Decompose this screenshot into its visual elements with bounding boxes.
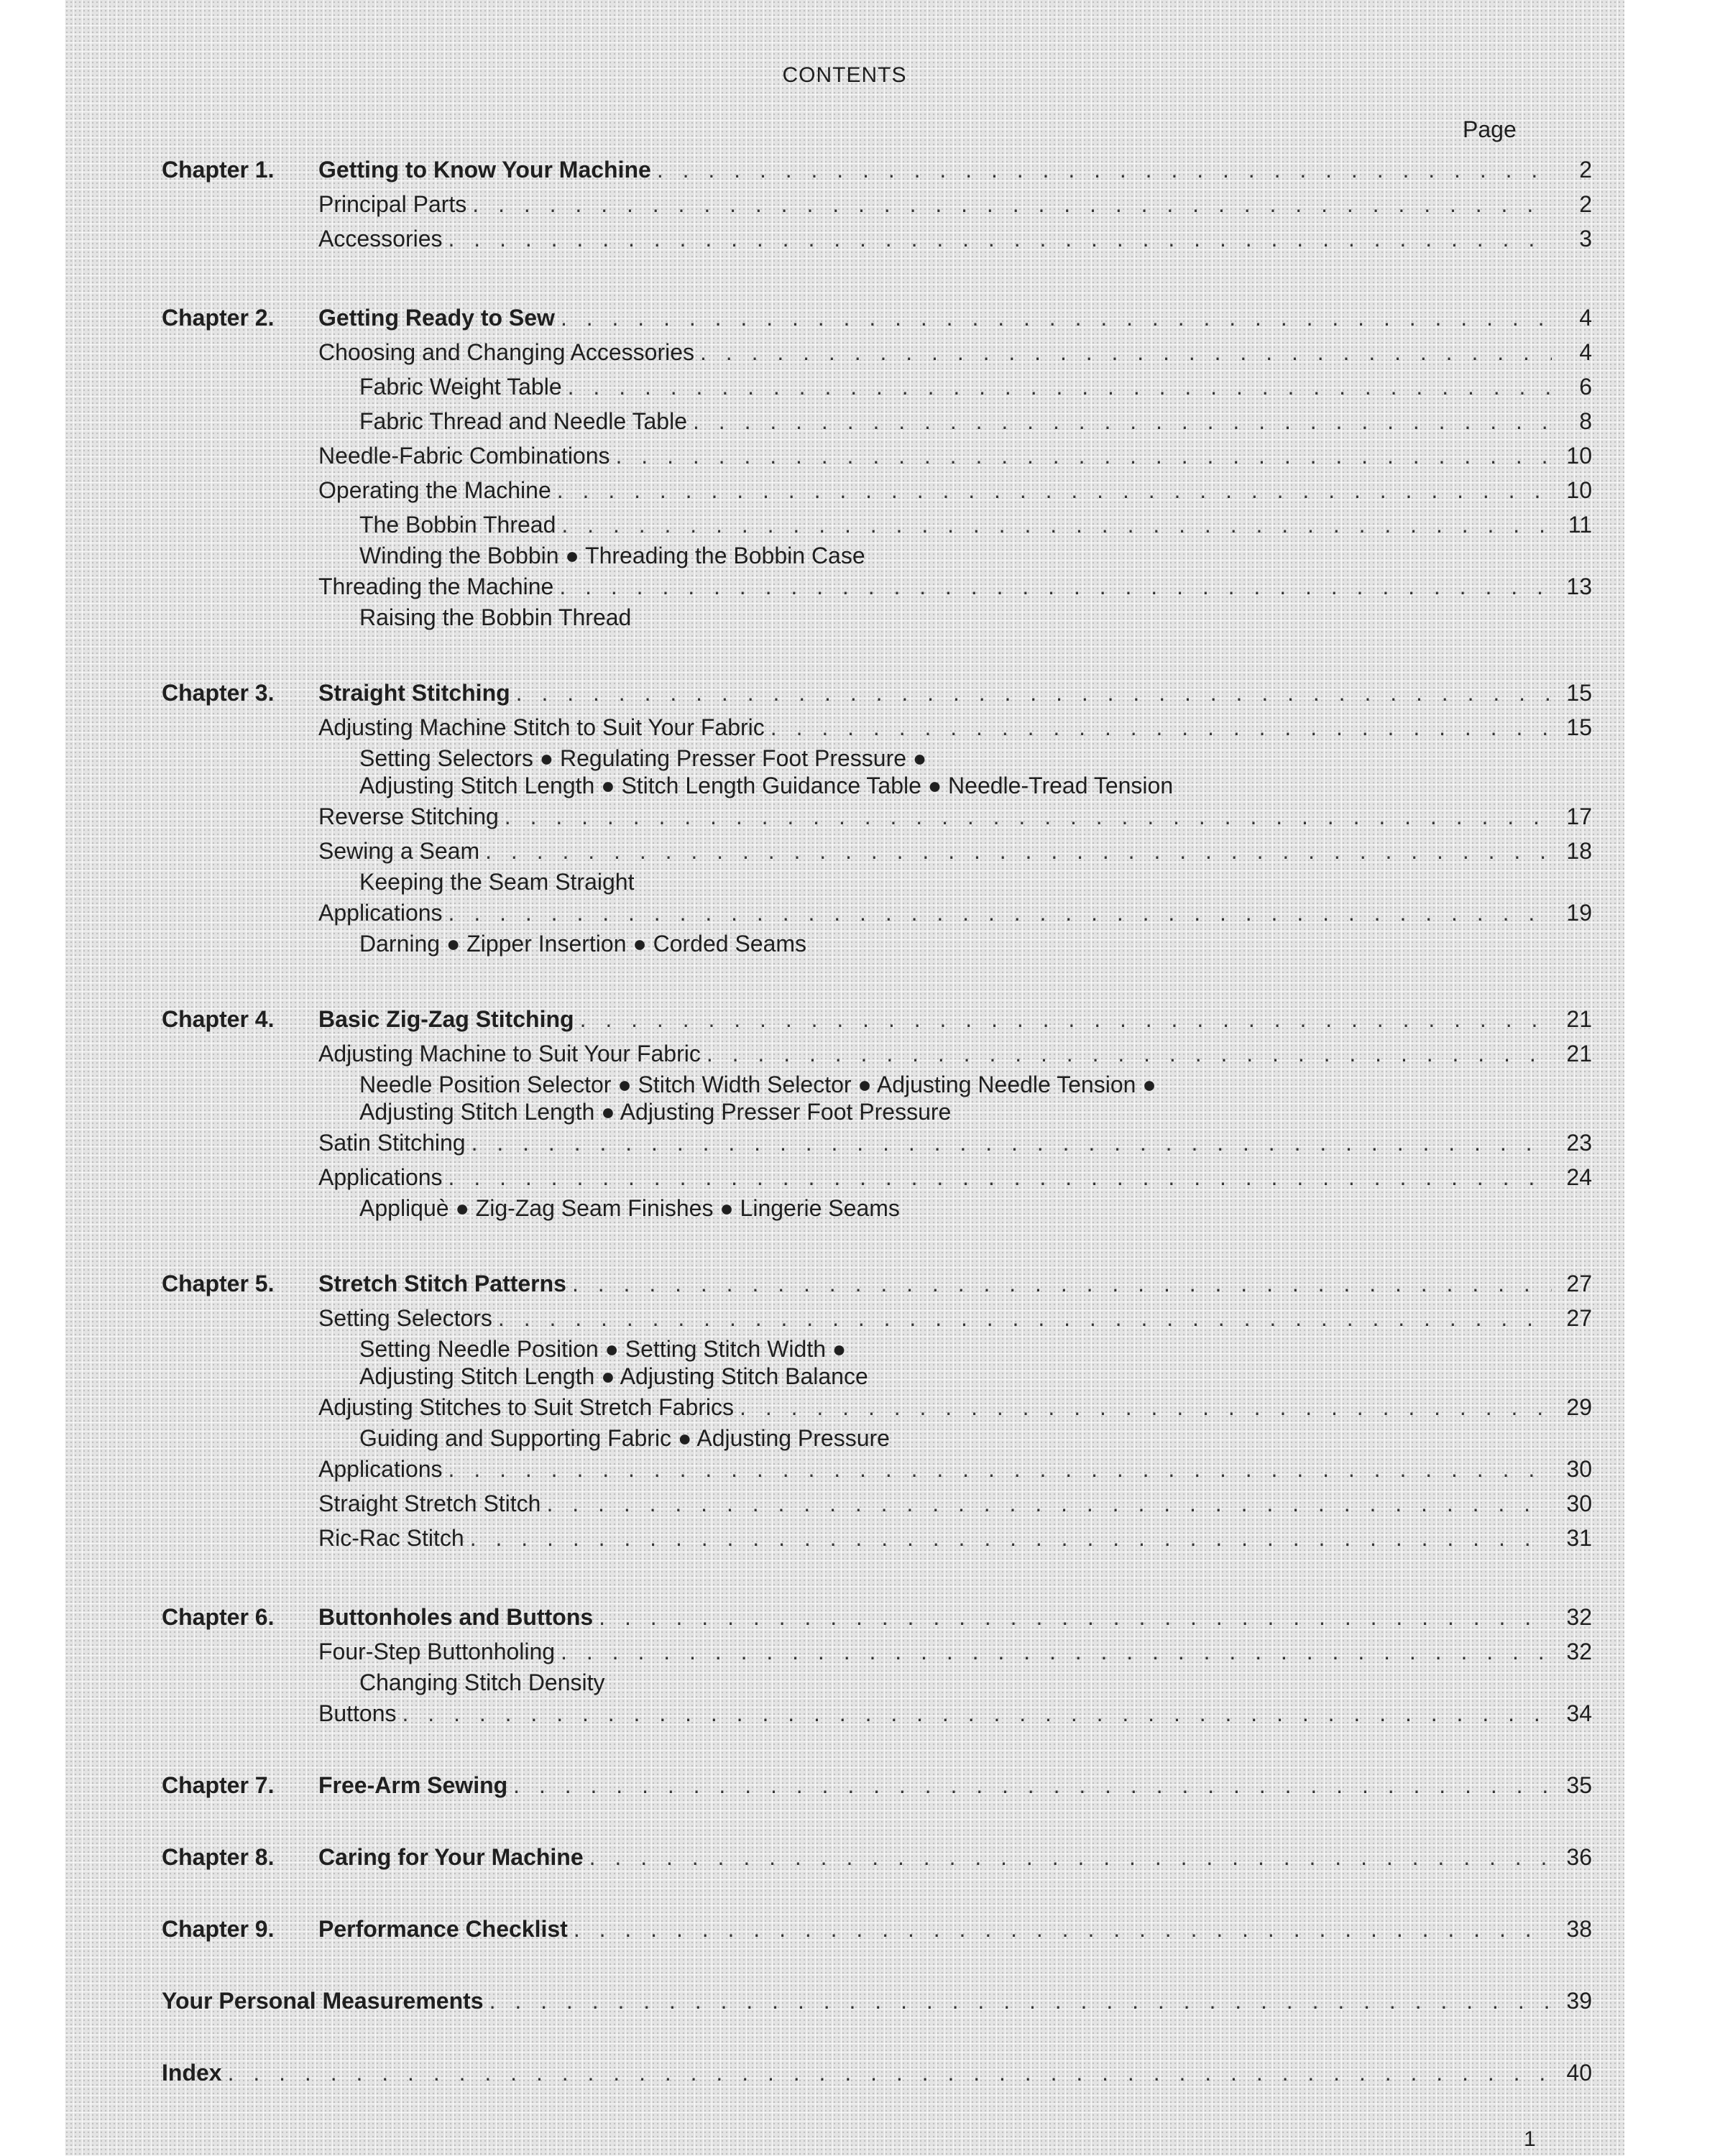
- dot-leader: [561, 507, 1552, 542]
- toc-entry-title: Fabric Weight Table: [359, 374, 562, 400]
- toc-entry-title: Setting Selectors: [318, 1305, 492, 1331]
- chapter-row: [162, 300, 1592, 335]
- dot-leader: [470, 1521, 1552, 1555]
- toc-entry: [359, 868, 640, 895]
- toc-entry-title: Straight Stitching: [318, 680, 510, 706]
- toc-row: [162, 335, 1592, 369]
- toc-row: [162, 569, 1592, 604]
- toc-entry: [359, 1363, 874, 1390]
- toc-row: [162, 1424, 1592, 1452]
- toc-entry: [318, 473, 1592, 507]
- toc-entry: [359, 542, 871, 569]
- spacer: [162, 631, 1592, 676]
- toc-entry: [318, 1634, 1592, 1669]
- chapter-label: Chapter 6.: [162, 1604, 275, 1630]
- toc-entry: [318, 895, 1592, 930]
- dot-leader: [498, 1301, 1552, 1335]
- spacer: [162, 1802, 1592, 1840]
- toc-entry-page: 21: [1566, 1041, 1592, 1067]
- toc-row: [162, 799, 1592, 834]
- toc-row: [162, 1194, 1592, 1222]
- extra-row: [162, 2055, 1592, 2090]
- toc-entry: [318, 1266, 1592, 1301]
- dot-leader: [546, 1486, 1552, 1521]
- toc-row: [162, 1669, 1592, 1696]
- toc-entry-title: Applications: [318, 1456, 443, 1482]
- toc-entry-title: Guiding and Supporting Fabric ● Adjusting Pressure: [359, 1425, 890, 1451]
- toc-entry: [318, 438, 1592, 473]
- toc-entry: [318, 1768, 1592, 1802]
- dot-leader: [513, 1768, 1552, 1802]
- dot-leader: [572, 1266, 1552, 1301]
- chapter-row: [162, 152, 1592, 187]
- chapter-label: Chapter 1.: [162, 157, 275, 183]
- toc-entry: [318, 1390, 1592, 1424]
- spacer: [162, 1222, 1592, 1266]
- toc-entry-title: Appliquè ● Zig-Zag Seam Finishes ● Lingerie Seams: [359, 1195, 900, 1221]
- toc-entry-page: 34: [1566, 1700, 1592, 1726]
- dot-leader: [448, 221, 1552, 256]
- toc-entry-page: 38: [1566, 1916, 1592, 1942]
- toc-entry-page: 10: [1566, 443, 1592, 469]
- toc-entry-title: Threading the Machine: [318, 573, 554, 599]
- toc-entry-title: Buttons: [318, 1700, 397, 1726]
- toc-row: [162, 369, 1592, 404]
- chapter-label: Chapter 4.: [162, 1006, 275, 1032]
- chapter-label: Chapter 3.: [162, 680, 275, 706]
- toc-entry-title: Operating the Machine: [318, 477, 551, 503]
- toc-entry: [359, 745, 932, 772]
- toc-entry: [318, 1840, 1592, 1874]
- dot-leader: [505, 799, 1552, 834]
- toc-entry: [318, 221, 1592, 256]
- toc-row: [162, 438, 1592, 473]
- spacer: [162, 2018, 1592, 2055]
- dot-leader: [561, 300, 1552, 335]
- toc-entry-title: Four-Step Buttonholing: [318, 1639, 556, 1664]
- spacer: [162, 957, 1592, 1002]
- toc-row: [162, 1036, 1592, 1071]
- toc-row: [162, 221, 1592, 256]
- dot-leader: [448, 1452, 1552, 1486]
- toc-entry-title: Basic Zig-Zag Stitching: [318, 1006, 574, 1032]
- toc-entry: [162, 1984, 1592, 2018]
- toc-row: [162, 404, 1592, 438]
- toc-entry-title: Adjusting Stitches to Suit Stretch Fabrics: [318, 1394, 735, 1420]
- toc-entry-page: 32: [1566, 1604, 1592, 1630]
- toc-entry-page: 21: [1566, 1006, 1592, 1032]
- toc-entry: [318, 676, 1592, 710]
- toc-entry: [359, 930, 812, 957]
- toc-entry-title: Accessories: [318, 226, 443, 252]
- dot-leader: [448, 1160, 1552, 1194]
- toc-entry: [359, 772, 1179, 799]
- toc-entry-title: Caring for Your Machine: [318, 1844, 584, 1870]
- toc-entry-title: Your Personal Measurements: [162, 1988, 484, 2014]
- toc-entry-title: Setting Needle Position ● Setting Stitch Width ●: [359, 1336, 847, 1362]
- toc-entry: [318, 300, 1592, 335]
- toc-entry: [318, 834, 1592, 868]
- dot-leader: [559, 569, 1552, 604]
- toc-entry-title: Darning ● Zipper Insertion ● Corded Seams: [359, 931, 807, 957]
- toc-entry-title: Keeping the Seam Straight: [359, 869, 635, 895]
- toc-row: [162, 1301, 1592, 1335]
- toc-entry: [359, 369, 1592, 404]
- toc-entry-title: Adjusting Stitch Length ● Stitch Length Guidance Table ● Needle-Tread Tension: [359, 773, 1174, 798]
- toc-entry: [359, 1424, 896, 1452]
- page-number: 1: [1524, 2127, 1536, 2151]
- dot-leader: [448, 895, 1552, 930]
- chapter-label: Chapter 9.: [162, 1916, 275, 1942]
- toc-entry-title: Performance Checklist: [318, 1916, 568, 1942]
- spacer: [162, 1946, 1592, 1984]
- dot-leader: [516, 676, 1552, 710]
- chapter-label: Chapter 8.: [162, 1844, 275, 1870]
- dot-leader: [402, 1696, 1552, 1731]
- dot-leader: [472, 187, 1552, 221]
- extra-row: [162, 1984, 1592, 2018]
- toc-row: [162, 473, 1592, 507]
- toc-entry-title: Raising the Bobbin Thread: [359, 604, 632, 630]
- dot-leader: [616, 438, 1552, 473]
- dot-leader: [589, 1840, 1552, 1874]
- toc-entry-title: The Bobbin Thread: [359, 512, 556, 538]
- toc-row: [162, 1125, 1592, 1160]
- dot-leader: [707, 1036, 1552, 1071]
- toc-entry-page: 2: [1579, 191, 1592, 217]
- toc-row: [162, 868, 1592, 895]
- dot-leader: [568, 369, 1552, 404]
- toc-row: [162, 1390, 1592, 1424]
- toc-row: [162, 1363, 1592, 1390]
- toc-entry-page: 27: [1566, 1271, 1592, 1296]
- toc-row: [162, 1696, 1592, 1731]
- chapter-row: [162, 1002, 1592, 1036]
- document-page: [65, 0, 1624, 2156]
- toc-entry: [318, 1486, 1592, 1521]
- dot-leader: [657, 152, 1552, 187]
- chapter-row: [162, 676, 1592, 710]
- dot-leader: [485, 834, 1552, 868]
- toc-entry: [318, 1521, 1592, 1555]
- toc-entry-title: Principal Parts: [318, 191, 467, 217]
- toc-entry-title: Getting Ready to Sew: [318, 305, 555, 331]
- toc-entry: [318, 799, 1592, 834]
- dot-leader: [557, 473, 1552, 507]
- page-title: CONTENTS: [782, 63, 907, 87]
- toc-entry: [359, 1194, 906, 1222]
- toc-entry-page: 24: [1566, 1164, 1592, 1190]
- toc-entry-page: 23: [1566, 1130, 1592, 1156]
- table-of-contents: [162, 152, 1592, 2090]
- toc-row: [162, 1160, 1592, 1194]
- toc-entry-page: 19: [1566, 900, 1592, 926]
- toc-entry: [318, 1452, 1592, 1486]
- toc-entry: [359, 1071, 1162, 1098]
- chapter-label: Chapter 2.: [162, 305, 275, 331]
- toc-entry-title: Sewing a Seam: [318, 838, 480, 864]
- toc-entry-page: 15: [1566, 680, 1592, 706]
- dot-leader: [472, 1125, 1552, 1160]
- toc-entry: [318, 1301, 1592, 1335]
- toc-row: [162, 1521, 1592, 1555]
- toc-entry: [318, 569, 1592, 604]
- toc-entry: [318, 1036, 1592, 1071]
- dot-leader: [599, 1600, 1552, 1634]
- toc-entry: [359, 604, 637, 631]
- toc-entry-page: 10: [1566, 477, 1592, 503]
- toc-entry-title: Index: [162, 2060, 222, 2086]
- dot-leader: [580, 1002, 1552, 1036]
- chapter-row: [162, 1266, 1592, 1301]
- toc-entry-page: 4: [1579, 339, 1592, 365]
- toc-entry-page: 11: [1568, 512, 1592, 538]
- dot-leader: [561, 1634, 1552, 1669]
- toc-entry-title: Reverse Stitching: [318, 803, 499, 829]
- dot-leader: [228, 2055, 1552, 2090]
- dot-leader: [693, 404, 1552, 438]
- toc-entry-title: Satin Stitching: [318, 1130, 466, 1156]
- toc-entry-page: 15: [1566, 714, 1592, 740]
- toc-entry-page: 4: [1579, 305, 1592, 331]
- toc-entry-page: 35: [1566, 1772, 1592, 1798]
- toc-entry: [318, 152, 1592, 187]
- toc-entry: [162, 2055, 1592, 2090]
- toc-row: [162, 187, 1592, 221]
- toc-entry-page: 17: [1566, 803, 1592, 829]
- toc-row: [162, 542, 1592, 569]
- toc-row: [162, 1486, 1592, 1521]
- toc-entry-title: Applications: [318, 900, 443, 926]
- toc-row: [162, 772, 1592, 799]
- toc-entry-title: Straight Stretch Stitch: [318, 1491, 541, 1516]
- toc-entry-page: 36: [1566, 1844, 1592, 1870]
- toc-entry-title: Winding the Bobbin ● Threading the Bobbin Case: [359, 543, 865, 568]
- toc-entry-title: Choosing and Changing Accessories: [318, 339, 694, 365]
- toc-entry-page: 29: [1566, 1394, 1592, 1420]
- toc-entry: [318, 1160, 1592, 1194]
- toc-entry-page: 18: [1566, 838, 1592, 864]
- toc-entry-title: Adjusting Stitch Length ● Adjusting Stitch Balance: [359, 1363, 868, 1389]
- toc-row: [162, 1071, 1592, 1098]
- toc-row: [162, 745, 1592, 772]
- dot-leader: [740, 1390, 1552, 1424]
- toc-entry: [359, 404, 1592, 438]
- toc-entry-title: Adjusting Machine to Suit Your Fabric: [318, 1041, 701, 1067]
- toc-entry: [318, 1696, 1592, 1731]
- chapter-row: [162, 1768, 1592, 1802]
- toc-entry-page: 40: [1566, 2060, 1592, 2086]
- toc-entry-title: Free-Arm Sewing: [318, 1772, 508, 1798]
- toc-row: [162, 710, 1592, 745]
- toc-entry-title: Changing Stitch Density: [359, 1669, 605, 1695]
- toc-row: [162, 1634, 1592, 1669]
- chapter-row: [162, 1600, 1592, 1634]
- toc-entry-title: Buttonholes and Buttons: [318, 1604, 594, 1630]
- page-column-label: Page: [1463, 116, 1517, 142]
- toc-entry: [318, 710, 1592, 745]
- spacer: [162, 1731, 1592, 1768]
- chapter-label: Chapter 7.: [162, 1772, 275, 1798]
- toc-entry: [318, 335, 1592, 369]
- toc-entry: [318, 187, 1592, 221]
- toc-entry-page: 2: [1579, 157, 1592, 183]
- toc-entry-title: Needle Position Selector ● Stitch Width Selector ● Adjusting Needle Tension ●: [359, 1072, 1156, 1097]
- toc-entry-title: Getting to Know Your Machine: [318, 157, 651, 183]
- dot-leader: [489, 1984, 1552, 2018]
- toc-entry-page: 3: [1579, 226, 1592, 252]
- toc-entry-title: Setting Selectors ● Regulating Presser Foot Pressure ●: [359, 745, 927, 771]
- toc-entry: [359, 507, 1592, 542]
- spacer: [162, 1874, 1592, 1912]
- toc-row: [162, 1452, 1592, 1486]
- toc-entry-page: 30: [1566, 1456, 1592, 1482]
- toc-entry-page: 6: [1579, 374, 1592, 400]
- toc-entry-title: Ric-Rac Stitch: [318, 1525, 464, 1551]
- chapter-label: Chapter 5.: [162, 1271, 275, 1296]
- toc-entry-page: 32: [1566, 1639, 1592, 1664]
- toc-entry-page: 39: [1566, 1988, 1592, 2014]
- toc-entry: [359, 1335, 852, 1363]
- toc-entry: [359, 1669, 611, 1696]
- dot-leader: [700, 335, 1552, 369]
- toc-entry-title: Needle-Fabric Combinations: [318, 443, 610, 469]
- toc-entry-page: 8: [1579, 408, 1592, 434]
- toc-row: [162, 895, 1592, 930]
- chapter-row: [162, 1840, 1592, 1874]
- toc-entry-page: 31: [1566, 1525, 1592, 1551]
- toc-entry-title: Stretch Stitch Patterns: [318, 1271, 566, 1296]
- toc-entry: [318, 1125, 1592, 1160]
- toc-entry: [318, 1002, 1592, 1036]
- toc-entry: [318, 1912, 1592, 1946]
- toc-row: [162, 1335, 1592, 1363]
- toc-row: [162, 507, 1592, 542]
- toc-entry-title: Adjusting Stitch Length ● Adjusting Presser Foot Pressure: [359, 1099, 952, 1125]
- spacer: [162, 1555, 1592, 1600]
- toc-row: [162, 1098, 1592, 1125]
- toc-entry-page: 13: [1566, 573, 1592, 599]
- toc-row: [162, 930, 1592, 957]
- toc-entry: [359, 1098, 957, 1125]
- toc-entry-title: Adjusting Machine Stitch to Suit Your Fabric: [318, 714, 765, 740]
- toc-row: [162, 604, 1592, 631]
- toc-entry-page: 27: [1566, 1305, 1592, 1331]
- chapter-row: [162, 1912, 1592, 1946]
- toc-row: [162, 834, 1592, 868]
- toc-entry: [318, 1600, 1592, 1634]
- spacer: [162, 256, 1592, 300]
- dot-leader: [770, 710, 1552, 745]
- dot-leader: [574, 1912, 1552, 1946]
- toc-entry-title: Applications: [318, 1164, 443, 1190]
- toc-entry-title: Fabric Thread and Needle Table: [359, 408, 687, 434]
- toc-entry-page: 30: [1566, 1491, 1592, 1516]
